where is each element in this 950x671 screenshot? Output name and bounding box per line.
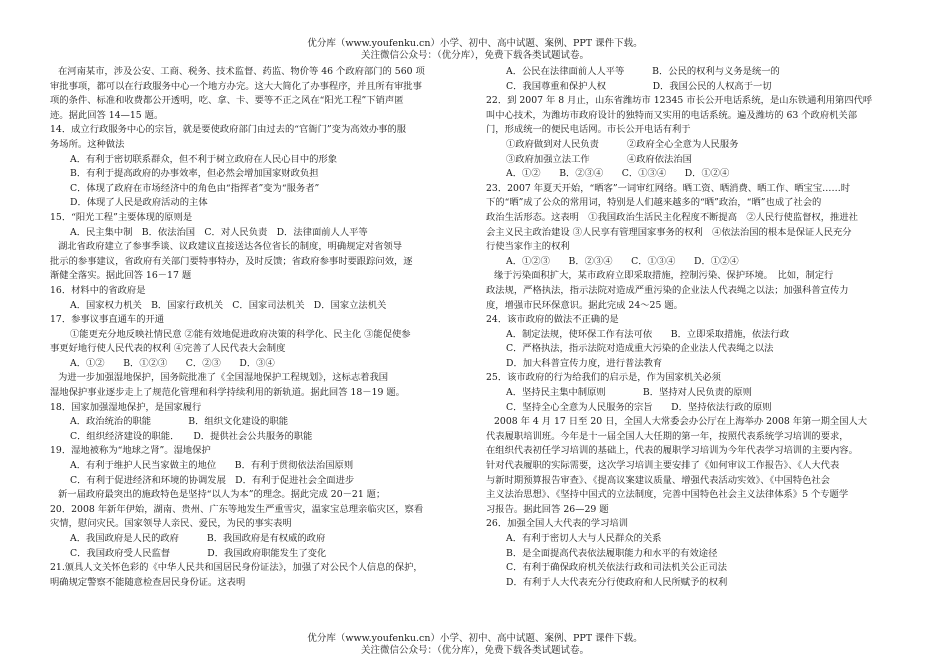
text-line: 25．该市政府的行为给我们的启示是，作为国家机关必须 [486, 372, 721, 384]
text-line: 务场所。这种做法 [50, 138, 125, 150]
text-line: 迹。据此回答 14—15 题。 [50, 109, 164, 121]
text-line: 明确规定警察不能随意检查居民身份证。这表明 [50, 576, 246, 588]
text-line: 19．湿地被称为“地球之肾”。湿地保护 [50, 445, 211, 457]
text-line: A．①② B．②③④ C．①③④ D．①②④ [506, 168, 730, 180]
text-line: 在组织代表初任学习培训的基础上，代表的履职学习培训为今年代表学习培训的主要内容。 [486, 445, 858, 457]
text-line: C．体现了政府在市场经济中的角色由“指挥者”变为“服务者” [70, 182, 320, 194]
text-line: A．制定法规，使环保工作有法可依 B．立即采取措施，依法行政 [506, 328, 790, 340]
text-line: 针对代表履职的实际需要，这次学习培训主要安排了《如何审议工作报告》、《人大代表 [486, 460, 840, 472]
text-line: C．有利于促进经济和环境的协调发展 D．有利于促进社会全面进步 [70, 474, 355, 486]
page-footer [0, 633, 950, 657]
text-line: 为进一步加强湿地保护，国务院批准了《全国湿地保护工程规划》，这标志着我国 [58, 372, 389, 384]
header-line-2: 关注微信公众号：（优分库），免费下载各类试题试卷。 [360, 50, 589, 61]
text-line: 2008 年 4 月 17 日至 20 日，全国人大常委会办公厅在上海举办 2008 年第一期全国人大 [494, 416, 868, 428]
text-line: 行使当家作主的权利 [486, 241, 570, 253]
text-line: ③政府加强立法工作 ④政府依法治国 [506, 153, 692, 165]
text-line: C．我国政府受人民监督 D．我国政府职能发生了变化 [70, 547, 327, 559]
text-line: 主义法治思想》、《坚持中国式的立法制度，完善中国特色社会主义法律体系》5 个专题学 [486, 489, 849, 501]
text-line: 22．到 2007 年 8 月止，山东省潍坊市 12345 市长公开电话系统，是山东铁通利用第四代呼 [486, 95, 873, 107]
text-line: 度，增强市民环保意识。据此完成 24～25 题。 [486, 299, 683, 311]
text-line: 缘于污染面积扩大，某市政府立即采取措施，控制污染、保护环境。 比如，制定行 [494, 270, 834, 282]
text-line: 18．国家加强湿地保护，是国家履行 [50, 401, 202, 413]
text-line: D．有利于人大代表充分行使政府和人民所赋予的权利 [506, 576, 728, 588]
text-line: D．体现了人民是政府活动的主体 [70, 197, 208, 209]
text-line: A．政治统治的职能 B．组织文化建设的职能 [70, 416, 289, 428]
text-line: 21.颁具人文关怀色彩的《中华人民共和国居民身份证法》，加强了对公民个人信息的保护， [50, 562, 423, 574]
text-line: A．民主集中制 B．依法治国 C．对人民负责 D．法律面前人人平等 [70, 226, 368, 238]
text-line: C．有利于确保政府机关依法行政和司法机关公正司法 [506, 562, 727, 574]
text-line: 24．该市政府的做法不正确的是 [486, 314, 619, 326]
text-line: 下的“晒”成了公众的常用词，特别是人们越来越多的“晒”政治，“晒”也成了社会的 [486, 197, 822, 209]
text-line: 叫中心技术，为潍坊市政府设计的独特而又实用的电话系统。遍及潍坊的 63 个政府机关部 [486, 109, 858, 121]
text-line: 26．加强全国人大代表的学习培训 [486, 518, 628, 530]
text-line: 20．2008 年新年伊始，湖南、贵州、广东等地发生严重雪灾，温家宝总理亲临灾区，察看 [50, 503, 424, 515]
text-line: 审批事项，都可以在行政服务中心一个地方办完。这大大简化了办事程序，并且所有审批事 [50, 80, 422, 92]
text-line: 政法规，严格执法，指示法院对造成严重污染的企业法人代表绳之以法；加强科普宣传力 [486, 284, 849, 296]
footer-line-2: 关注微信公众号：（优分库），免费下载各类试题试卷。 [360, 645, 589, 656]
footer-line-1: 优分库（www.youfenku.cn）小学、初中、高中试题、案例、PPT 课件下载。 [307, 633, 643, 644]
text-line: A．坚持民主集中制原则 B．坚持对人民负责的原则 [506, 387, 752, 399]
text-line: A．有利于密切人大与人民群众的关系 [506, 533, 662, 544]
header-line-1: 优分库（www.youfenku.cn）小学、初中、高中试题、案例、PPT 课件下载。 [307, 38, 643, 49]
text-line: 习报告。据此回答 26—29 题 [486, 503, 609, 515]
text-line: 代表履职培训班。今年是十一届全国人大任期的第一年，按照代表系统学习培训的要求， [486, 430, 849, 442]
right-column [486, 65, 904, 590]
page-header [0, 38, 950, 62]
text-line: D．加大科普宣传力度，进行普法教育 [506, 357, 663, 369]
text-line: A．①② B．①②③ C．②③ D．③④ [70, 357, 275, 369]
text-line: A．公民在法律面前人人平等 B．公民的权利与义务是统一的 [506, 66, 780, 77]
text-line: 湖北省政府建立了参事季谈、议政建议直接送达各位省长的制度，明确规定对省领导 [58, 241, 402, 253]
text-line: 事更好地行使人民代表的权利 ④完善了人民代表大会制度 [50, 343, 286, 355]
text-line: A．有利于维护人民当家做主的地位 B．有利于贯彻依法治国原则 [70, 460, 354, 472]
text-line: C．我国尊重和保护人权 D．我国公民的人权高于一切 [506, 80, 772, 92]
text-line: 15．“阳光工程”主要体现的原则是 [50, 211, 193, 223]
text-line: 17．参事议事直通车的开通 [50, 314, 165, 326]
text-line: 新一届政府最突出的施政特色是坚持“以人为本”的理念。据此完成 20－21 题； [58, 489, 386, 501]
left-column [50, 65, 470, 590]
text-line: B．是全面提高代表依法履职能力和水平的有效途径 [506, 547, 718, 559]
text-line: ①政府做到对人民负责 ②政府全心全意为人民服务 [506, 138, 739, 150]
text-line: ①能更充分地反映社情民意 ②能有效地促进政府决策的科学化、民主化 ③能促使参 [70, 328, 411, 340]
text-line: A．①②③ B．②③④ C．①③④ D．①②④ [506, 255, 739, 267]
text-line: 门，形成统一的便民电话网。市长公开电话有利于 [486, 124, 691, 136]
text-line: A．有利于密切联系群众，但不利于树立政府在人民心目中的形象 [70, 153, 338, 165]
text-line: 政治生活形态。这表明 ①我国政治生活民主化程度不断提高 ②人民行使监督权，推进社 [486, 211, 858, 223]
text-line: 灾情，慰问灾民。国家领导人亲民、爱民，为民的事实表明 [50, 518, 292, 530]
text-line: 14．成立行政服务中心的宗旨，就是要使政府部门由过去的“官衙门”变为高效办事的服 [50, 124, 407, 136]
text-line: 渐健全落实。据此回答 16－17 题 [50, 270, 192, 282]
text-line: C．严格执法，指示法院对造成重大污染的企业法人代表绳之以法 [506, 343, 774, 355]
text-line: 16．材料中的省政府是 [50, 284, 146, 296]
text-line: 23．2007 年夏天开始，“晒客”一词审红网络。晒工资、晒消费、晒工作、晒宝宝……时 [486, 182, 851, 194]
text-line: 与新时期预算报告审查》、《提高议案建议质量、增强代表活动实效》、《中国特色社会 [486, 474, 830, 486]
text-line: C．坚持全心全意为人民服务的宗旨 D．坚持依法行政的原则 [506, 401, 772, 413]
text-line: 项的条件、标准和收费都公开透明，吃、拿、卡、要等不正之风在“阳光工程”下销声匿 [50, 95, 404, 107]
text-line: B．有利于提高政府的办事效率，但必然会增加国家财政负担 [70, 168, 319, 180]
text-line: 湿地保护事业逐步走上了规范化管理和科学持续利用的新轨道。据此回答 18－19 题。 [50, 387, 405, 399]
text-line: A．我国政府是人民的政府 B．我国政府是有权威的政府 [70, 533, 326, 544]
text-line: C．组织经济建设的职能． D．提供社会公共服务的职能 [70, 430, 313, 442]
text-line: 在河南某市，涉及公安、工商、税务、技术监督、药监、物价等 46 个政府部门的 560 项 [58, 66, 425, 77]
text-line: A．国家权力机关 B．国家行政机关 C．国家司法机关 D．国家立法机关 [70, 299, 387, 311]
text-line: 会主义民主政治建设 ③人民享有管理国家事务的权利 ④依法治国的根本是保证人民充分 [486, 226, 852, 238]
text-line: 批示的参事建议，省政府有关部门要特事特办，及时反馈；省政府参事时要跟踪问效，逐 [50, 255, 413, 267]
